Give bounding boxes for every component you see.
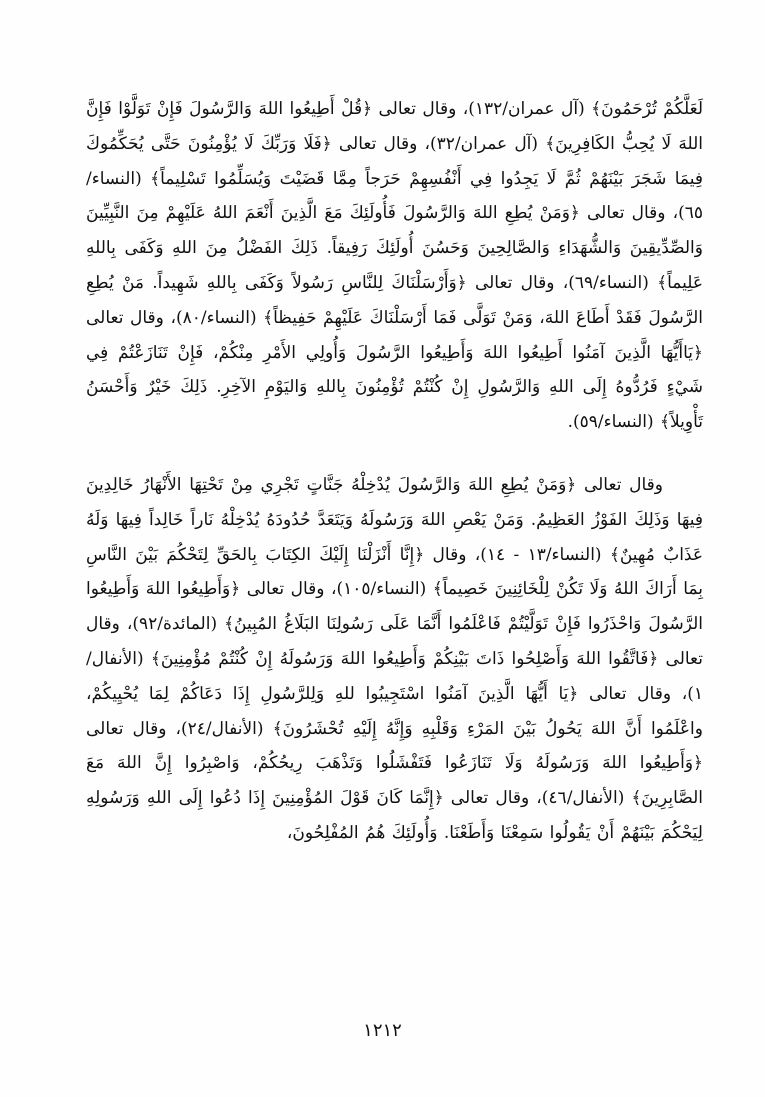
page-number: ١٢١٢ [363, 1020, 402, 1041]
body-text [86, 92, 703, 851]
paragraph-1: لَعَلَّكُمْ تُرْحَمُونَ﴾ (آل عمران/١٣٢)، وقال تعالى ﴿قُلْ أَطِيعُوا اللهَ وَالرَّسُولَ فَإِنْ تَوَلَّوْا فَإِنَّ اللهَ لَا يُحِبُّ الكَافِرِينَ﴾ (آل عمران/٣٢)، وقال تعالى ﴿فَلَا وَرَبِّكَ لَا يُؤْمِنُونَ حَتَّى يُحَكِّمُوكَ فِيمَا شَجَرَ بَيْنَهُمْ ثُمَّ لَا يَجِدُوا فِي أَنْفُسِهِمْ حَرَجاً مِمَّا قَضَيْتَ وَيُسَلِّمُوا تَسْلِيماً﴾ (النساء/٦٥)، وقال تعالى ﴿وَمَنْ يُطِعِ اللهَ وَالرَّسُولَ فَأُولَئِكَ مَعَ الَّذِينَ أَنْعَمَ اللهُ عَلَيْهِمْ مِنَ النَّبِيِّينَ وَالصِّدِّيقِينَ وَالشُّهَدَاءِ وَالصَّالِحِينَ وَحَسُنَ أُولَئِكَ رَفِيقاً. ذَلِكَ الفَضْلُ مِنَ اللهِ وَكَفَى بِاللهِ عَلِيماً﴾ (النساء/٦٩)، وقال تعالى ﴿وَأَرْسَلْنَاكَ لِلنَّاسِ رَسُولاً وَكَفَى بِاللهِ شَهِيداً. مَنْ يُطِعِ الرَّسُولَ فَقَدْ أَطَاعَ اللهَ، وَمَنْ تَوَلَّى فَمَا أَرْسَلْنَاكَ عَلَيْهِمْ حَفِيظاً﴾ (النساء/٨٠)، وقال تعالى ﴿يَاأَيُّهَا الَّذِينَ آمَنُوا أَطِيعُوا اللهَ وَأَطِيعُوا الرَّسُولَ وَأُولِي الأَمْرِ مِنْكُمْ، فَإِنْ تَنَازَعْتُمْ فِي شَيْءٍ فَرُدُّوهُ إِلَى اللهِ وَالرَّسُولِ إِنْ كُنْتُمْ تُؤْمِنُونَ بِاللهِ وَاليَوْمِ الآخِرِ. ذَلِكَ خَيْرٌ وَأَحْسَنُ تَأْوِيلاً﴾ (النساء/٥٩). [86, 99, 703, 433]
paragraph-2: وقال تعالى ﴿وَمَنْ يُطِعِ اللهَ وَالرَّسُولَ يُدْخِلْهُ جَنَّاتٍ تَجْرِي مِنْ تَحْتِهَا الأَنْهَارُ خَالِدِينَ فِيهَا وَذَلِكَ الفَوْزُ العَظِيمُ. وَمَنْ يَعْصِ اللهَ وَرَسُولَهُ وَيَتَعَدَّ حُدُودَهُ يُدْخِلْهُ نَاراً خَالِداً فِيهَا وَلَهُ عَذَابٌ مُهِينٌ﴾ (النساء/١٣ - ١٤)، وقال ﴿إِنَّا أَنْزَلْنَا إِلَيْكَ الكِتَابَ بِالحَقِّ لِتَحْكُمَ بَيْنَ النَّاسِ بِمَا أَرَاكَ اللهُ وَلَا تَكُنْ لِلْخَائِنِينَ خَصِيماً﴾ (النساء/١٠٥)، وقال تعالى ﴿وَأَطِيعُوا اللهَ وَأَطِيعُوا الرَّسُولَ وَاحْذَرُوا فَإِنْ تَوَلَّيْتُمْ فَاعْلَمُوا أَنَّمَا عَلَى رَسُولِنَا البَلَاغُ المُبِينُ﴾ (المائدة/٩٢)، وقال تعالى ﴿فَاتَّقُوا اللهَ وَأَصْلِحُوا ذَاتَ بَيْنِكُمْ وَأَطِيعُوا اللهَ وَرَسُولَهُ إِنْ كُنْتُمْ مُؤْمِنِينَ﴾ (الأنفال/١)، وقال تعالى ﴿يَا أَيُّهَا الَّذِينَ آمَنُوا اسْتَجِيبُوا للهِ وَلِلرَّسُولِ إِذَا دَعَاكُمْ لِمَا يُحْيِيكُمْ، واعْلَمُوا أَنَّ اللهَ يَحُولُ بَيْنَ المَرْءِ وَقَلْبِهِ وَإِنَّهُ إِلَيْهِ تُحْشَرُونَ﴾ (الأنفال/٢٤)، وقال تعالى ﴿وَأَطِيعُوا اللهَ وَرَسُولَهُ وَلَا تَنَازَعُوا فَتَفْشَلُوا وَتَذْهَبَ رِيحُكُمْ، وَاصْبِرُوا إِنَّ اللهَ مَعَ الصَّابِرِينَ﴾ (الأنفال/٤٦)، وقال تعالى ﴿إِنَّمَا كَانَ قَوْلَ المُؤْمِنِينَ إِذَا دُعُوا إِلَى اللهِ وَرَسُولِهِ لِيَحْكُمَ بَيْنَهُمْ أَنْ يَقُولُوا سَمِعْنَا وَأَطَعْنَا. وَأُولَئِكَ هُمُ المُفْلِحُونَ، [86, 474, 704, 843]
